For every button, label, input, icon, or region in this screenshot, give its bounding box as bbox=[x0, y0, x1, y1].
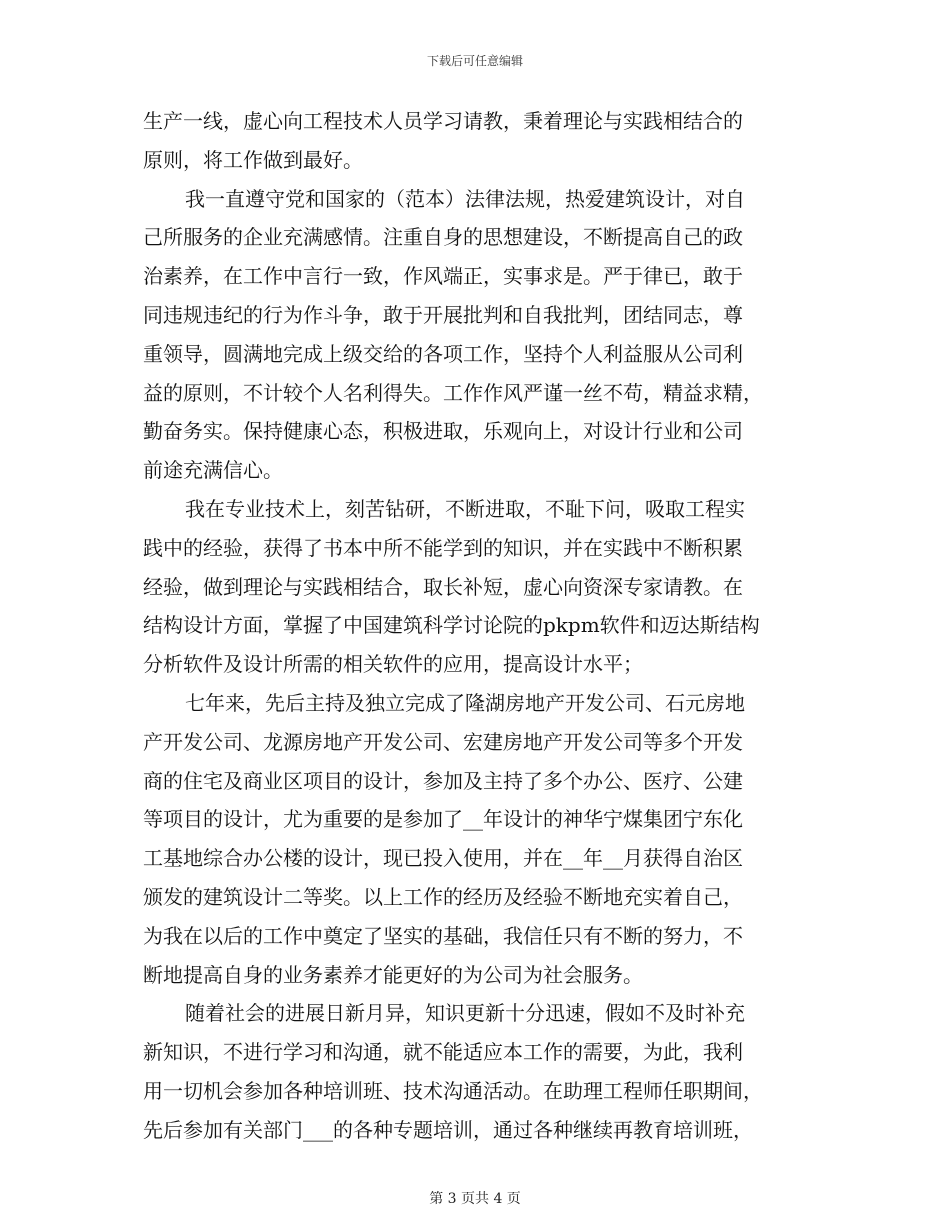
text-line: 我在专业技术上，刻苦钻研，不断进取，不耻下问，吸取工程实 bbox=[185, 496, 745, 521]
text-line: 我一直遵守党和国家的（范本）法律法规，热爱建筑设计，对自 bbox=[185, 186, 745, 211]
text-line: 同违规违纪的行为作斗争，敢于开展批判和自我批判，团结同志，尊 bbox=[143, 302, 743, 327]
text-line: 七年来，先后主持及独立完成了隆湖房地产开发公司、石元房地 bbox=[185, 690, 745, 715]
text-line: 颁发的建筑设计二等奖。以上工作的经历及经验不断地充实着自己， bbox=[143, 884, 743, 909]
text-line: 勤奋务实。保持健康心态，积极进取，乐观向上，对设计行业和公司 bbox=[143, 419, 743, 444]
text-line: 分析软件及设计所需的相关软件的应用，提高设计水平； bbox=[143, 652, 643, 677]
text-line: 先后参加有关部门___的各种专题培训，通过各种继续再教育培训班， bbox=[143, 1117, 753, 1142]
text-line: 益的原则，不计较个人名利得失。工作作风严谨一丝不苟，精益求精， bbox=[143, 380, 763, 405]
text-line: 重领导，圆满地完成上级交给的各项工作，坚持个人利益服从公司利 bbox=[143, 341, 743, 366]
text-line: 产开发公司、龙源房地产开发公司、宏建房地产开发公司等多个开发 bbox=[143, 729, 743, 754]
text-line: 用一切机会参加各种培训班、技术沟通活动。在助理工程师任职期间， bbox=[143, 1078, 763, 1103]
text-line: 新知识，不进行学习和沟通，就不能适应本工作的需要，为此，我利 bbox=[143, 1040, 743, 1065]
text-line: 随着社会的进展日新月异，知识更新十分迅速，假如不及时补充 bbox=[185, 1001, 745, 1026]
page-number-footer: 第 3 页共 4 页 bbox=[429, 1191, 521, 1207]
text-line: 结构设计方面，掌握了中国建筑科学讨论院的pkpm软件和迈达斯结构 bbox=[143, 613, 760, 638]
text-line: 践中的经验，获得了书本中所不能学到的知识，并在实践中不断积累 bbox=[143, 535, 743, 560]
text-line: 治素养，在工作中言行一致，作风端正，实事求是。严于律已，敢于 bbox=[143, 264, 743, 289]
text-line: 生产一线，虚心向工程技术人员学习请教，秉着理论与实践相结合的 bbox=[143, 109, 743, 133]
text-line: 等项目的设计，尤为重要的是参加了__年设计的神华宁煤集团宁东化 bbox=[143, 807, 743, 832]
text-line: 经验，做到理论与实践相结合，取长补短，虚心向资深专家请教。在 bbox=[143, 574, 743, 599]
text-line: 商的住宅及商业区项目的设计，参加及主持了多个办公、医疗、公建 bbox=[143, 768, 743, 793]
text-line: 为我在以后的工作中奠定了坚实的基础，我信任只有不断的努力，不 bbox=[143, 923, 743, 948]
text-line: 断地提高自身的业务素养才能更好的为公司为社会服务。 bbox=[143, 962, 643, 987]
text-line: 己所服务的企业充满感情。注重自身的思想建设，不断提高自己的政 bbox=[143, 225, 743, 250]
text-line: 前途充满信心。 bbox=[143, 458, 283, 483]
text-line: 原则，将工作做到最好。 bbox=[143, 147, 363, 172]
text-line: 工基地综合办公楼的设计，现已投入使用，并在__年__月获得自治区 bbox=[143, 846, 743, 871]
page-header: 下载后可任意编辑 bbox=[426, 54, 523, 68]
document-body bbox=[143, 102, 807, 1150]
